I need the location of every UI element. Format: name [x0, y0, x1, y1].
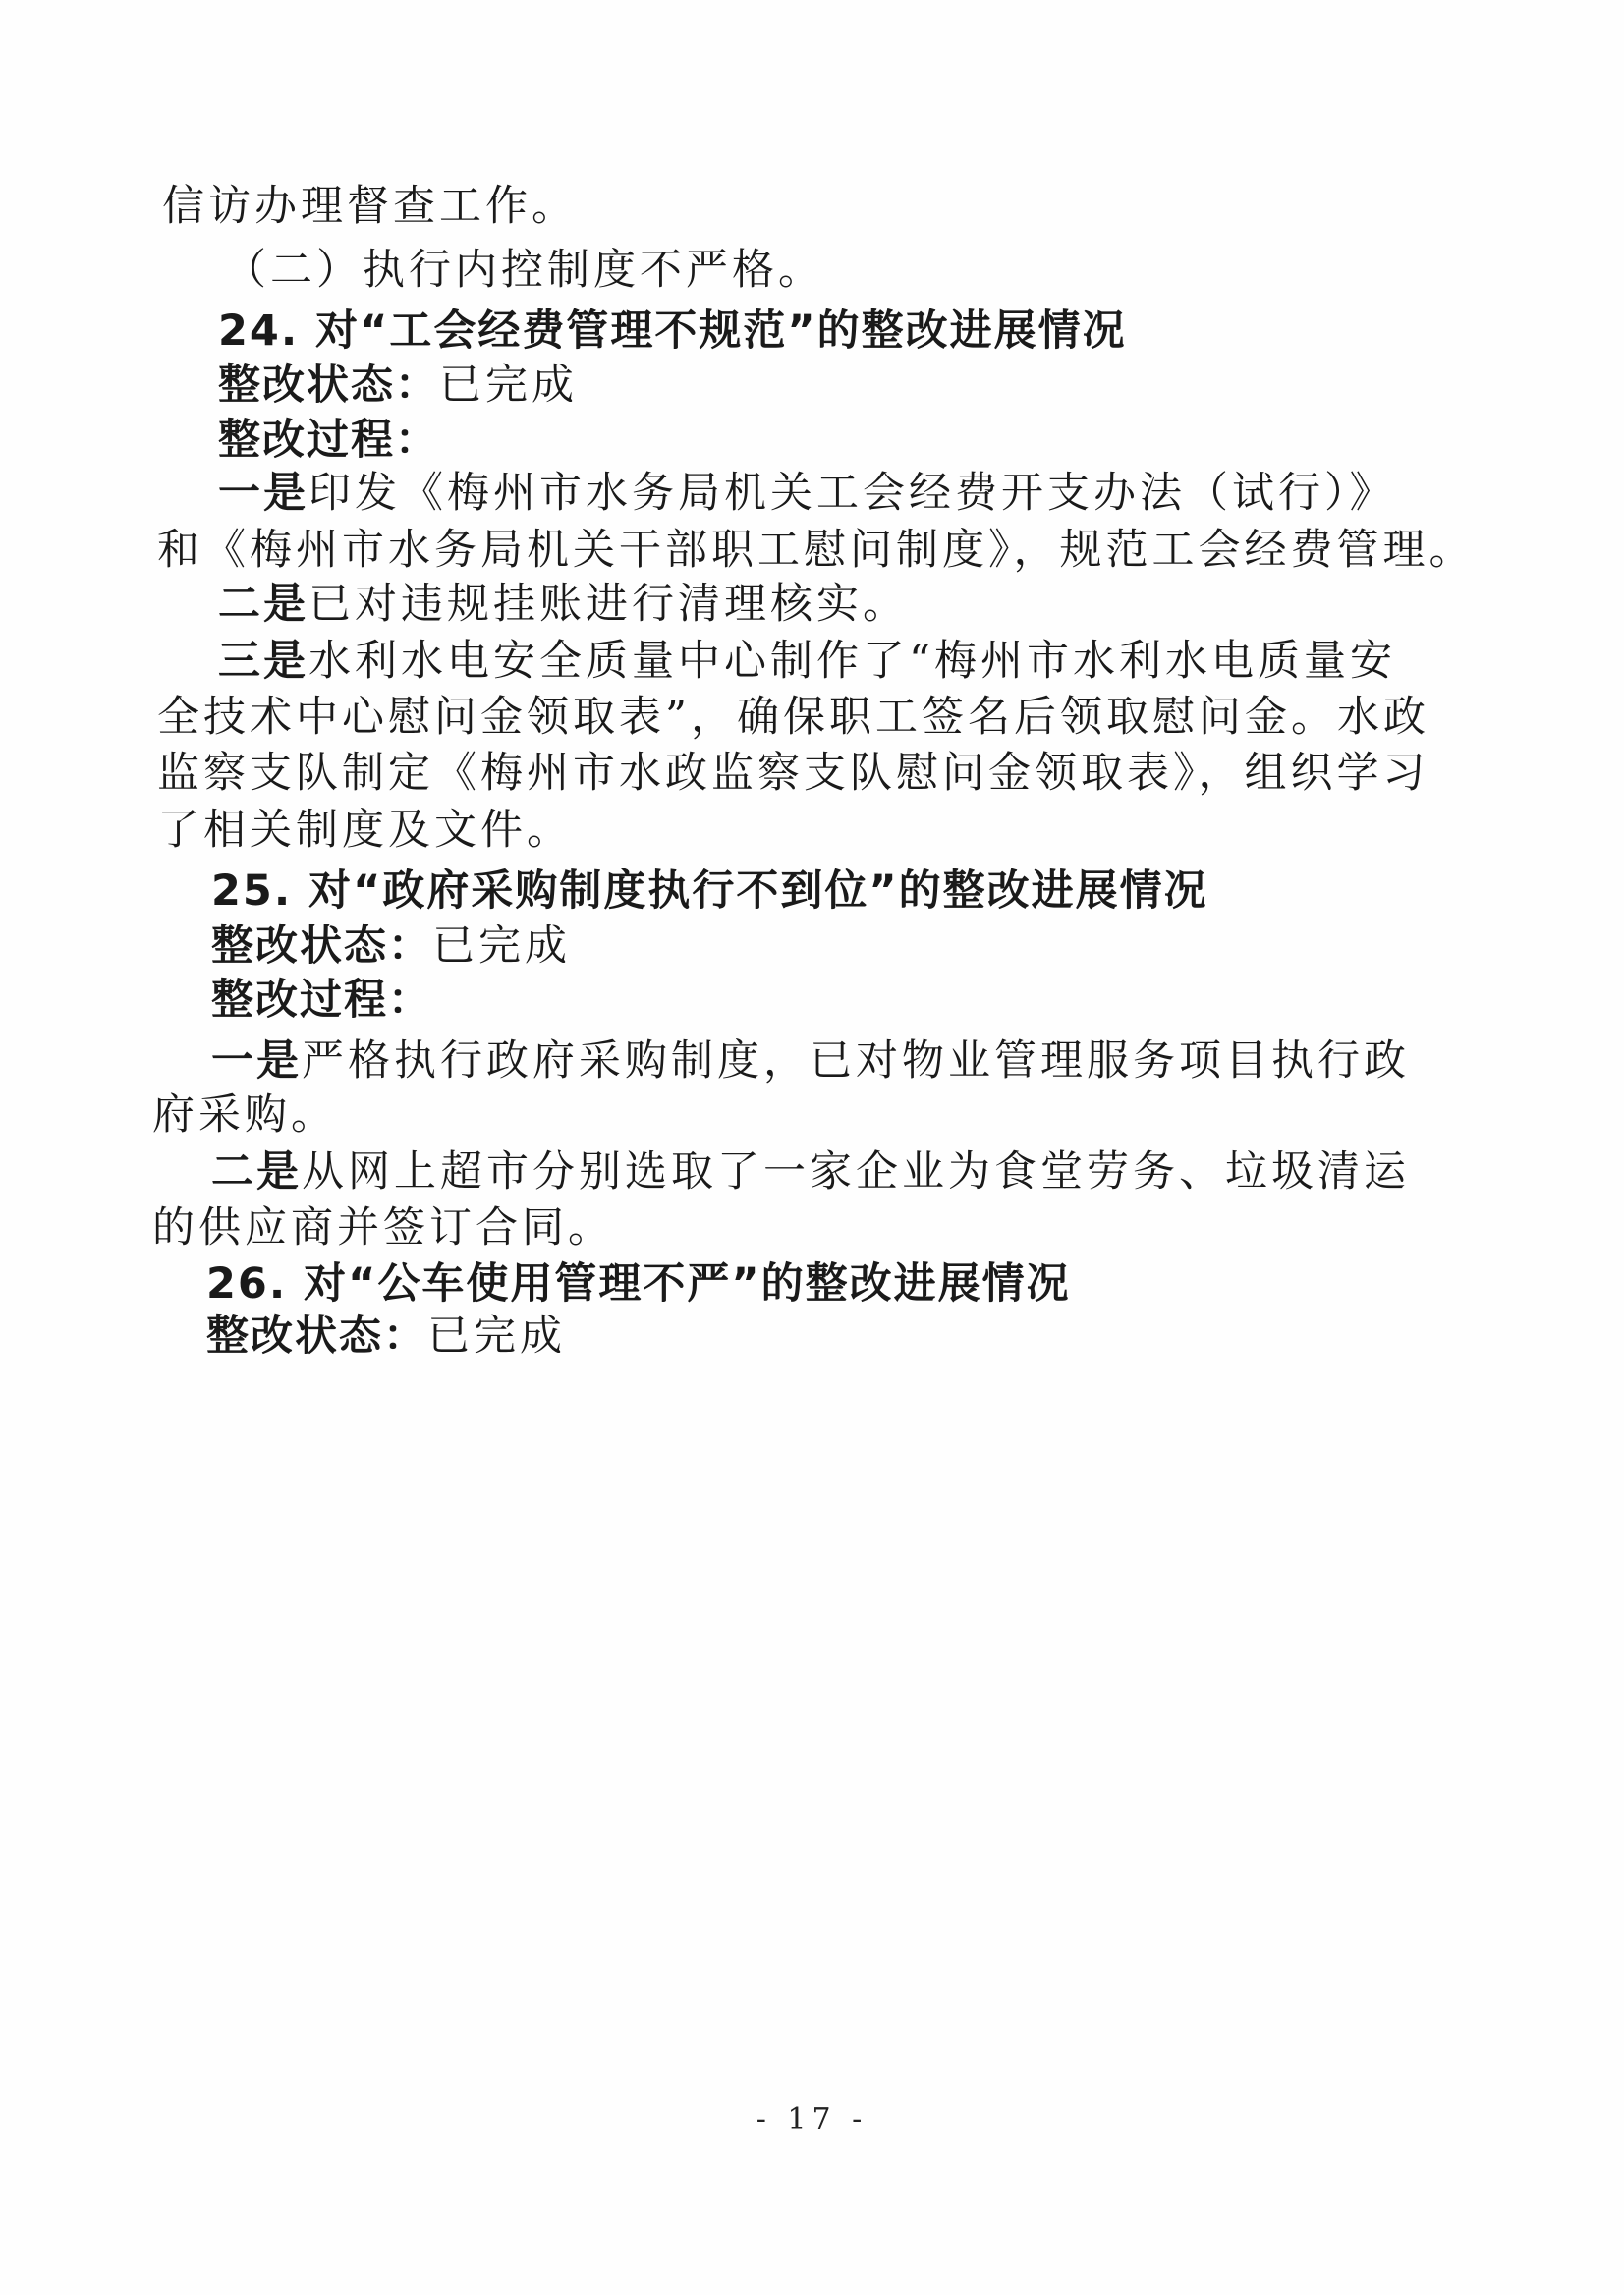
process-label-24 — [218, 411, 439, 470]
process-label: 整改过程： — [211, 976, 432, 1025]
text-line — [157, 744, 1429, 803]
status-value: 已完成 — [427, 1312, 566, 1361]
paragraph-text: 全技术中心慰问金领取表”，确保职工签名后领取慰问金。水政 — [157, 693, 1429, 742]
paragraph-text: 从网上超市分别选取了一家企业为食堂劳务、垃圾清运 — [302, 1148, 1410, 1197]
paragraph-text: 和《梅州市水务局机关干部职工慰问制度》，规范工会经费管理。 — [157, 526, 1476, 575]
text-line — [157, 688, 1429, 747]
text-line — [162, 177, 578, 236]
paragraph-text: 了相关制度及文件。 — [157, 806, 573, 855]
subheading-text: （二）执行内控制度不严格。 — [224, 246, 824, 295]
status-label: 整改状态： — [211, 922, 432, 971]
paragraph-text: 严格执行政府采购制度，已对物业管理服务项目执行政 — [302, 1036, 1410, 1086]
status-value: 已完成 — [439, 361, 578, 410]
text-line — [211, 1032, 1410, 1091]
paragraph-text: 信访办理督查工作。 — [162, 182, 578, 231]
lead-word: 二是 — [218, 580, 308, 629]
text-line — [218, 632, 1396, 691]
text-line — [157, 521, 1476, 580]
paragraph-text: 印发《梅州市水务局机关工会经费开支办法（试行）》 — [308, 469, 1396, 518]
heading-text: 25. 对“政府采购制度执行不到位”的整改进展情况 — [211, 867, 1208, 916]
text-line — [157, 801, 573, 860]
process-label-25 — [211, 971, 432, 1030]
lead-word: 一是 — [211, 1036, 302, 1086]
item-heading-26 — [206, 1255, 1071, 1314]
text-line — [152, 1086, 337, 1145]
heading-text: 24. 对“工会经费管理不规范”的整改进展情况 — [218, 307, 1127, 356]
lead-word: 三是 — [218, 637, 308, 686]
status-label: 整改状态： — [218, 361, 439, 410]
status-label: 整改状态： — [206, 1312, 427, 1361]
status-value: 已完成 — [432, 922, 571, 971]
paragraph-text: 已对违规挂账进行清理核实。 — [308, 580, 909, 629]
status-row-24 — [218, 356, 578, 415]
text-line — [218, 575, 909, 634]
paragraph-text: 的供应商并签订合同。 — [152, 1203, 614, 1253]
paragraph-text: 府采购。 — [152, 1091, 337, 1140]
item-heading-25 — [211, 862, 1208, 921]
page-number: - 17 - — [756, 2102, 868, 2137]
text-line — [218, 464, 1396, 523]
text-line — [152, 1199, 614, 1258]
paragraph-text: 水利水电安全质量中心制作了“梅州市水利水电质量安 — [308, 637, 1396, 686]
status-row-25 — [211, 917, 571, 976]
heading-text: 26. 对“公车使用管理不严”的整改进展情况 — [206, 1259, 1071, 1309]
lead-word: 一是 — [218, 469, 308, 518]
section-subheading — [224, 241, 824, 300]
lead-word: 二是 — [211, 1148, 302, 1197]
paragraph-text: 监察支队制定《梅州市水政监察支队慰问金领取表》，组织学习 — [157, 749, 1429, 798]
text-line — [211, 1143, 1410, 1202]
item-heading-24 — [218, 302, 1127, 361]
status-row-26 — [206, 1307, 566, 1366]
process-label: 整改过程： — [218, 416, 439, 465]
